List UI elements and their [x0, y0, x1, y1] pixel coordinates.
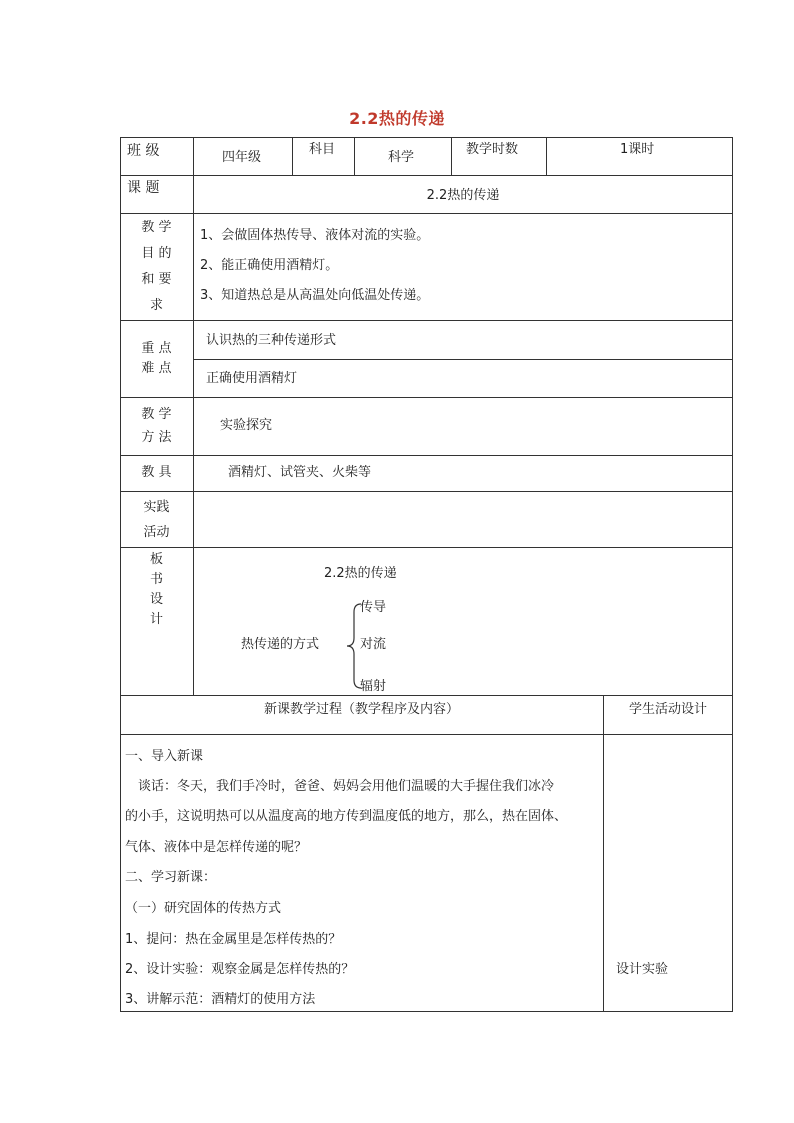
hours-value: 1课时	[620, 142, 655, 157]
key-point: 认识热的三种传递形式	[206, 333, 337, 348]
keypoints-label: 重 点 难 点	[141, 341, 172, 376]
practice-label: 实践 活动	[143, 500, 170, 540]
process-line: （一）研究固体的传热方式	[125, 901, 282, 916]
process-line: 一、导入新课	[125, 749, 204, 764]
goal-item: 3、知道热总是从高温处向低温处传递。	[200, 288, 430, 303]
process-line: 2、设计实验：观察金属是怎样传热的？	[125, 962, 355, 977]
process-line: 谈话：冬天，我们手冷时，爸爸、妈妈会用他们温暖的大手握住我们冰冷	[125, 779, 555, 794]
class-value: 四年级	[222, 150, 262, 165]
goal-item: 2、能正确使用酒精灯。	[200, 258, 339, 273]
difficult-point: 正确使用酒精灯	[206, 371, 298, 386]
tools-value: 酒精灯、试管夹、火柴等	[228, 465, 372, 480]
method-label: 教 学 方 法	[141, 407, 172, 445]
board-left: 热传递的方式	[241, 637, 320, 652]
board-label: 板 书 设 计	[149, 552, 163, 627]
subject-value: 科学	[388, 150, 415, 165]
subject-label: 科目	[309, 142, 336, 157]
process-line: 的小手，这说明热可以从温度高的地方传到温度低的地方，那么，热在固体、	[125, 809, 568, 824]
activity-header: 学生活动设计	[628, 702, 707, 717]
class-label: 班 级	[127, 143, 160, 159]
board-heading: 2.2热的传递	[324, 566, 397, 581]
board-branch: 传导	[360, 600, 387, 615]
topic-value: 2.2热的传递	[426, 188, 500, 203]
process-line: 气体、液体中是怎样传递的呢？	[125, 840, 308, 855]
method-value: 实验探究	[220, 418, 273, 433]
page-title: 2.2热的传递	[349, 109, 445, 128]
tools-label: 教 具	[141, 465, 172, 480]
process-line: 3、讲解示范：酒精灯的使用方法	[125, 992, 316, 1007]
process-line: 二、学习新课：	[125, 870, 217, 885]
process-line: 1、提问：热在金属里是怎样传热的？	[125, 932, 342, 947]
board-branch: 对流	[360, 637, 387, 652]
goals-label: 教 学 目 的 和 要 求	[141, 220, 172, 313]
goal-item: 1、会做固体热传导、液体对流的实验。	[200, 228, 430, 243]
board-branch: 辐射	[360, 679, 387, 694]
hours-label: 教学时数	[466, 142, 519, 157]
student-activity: 设计实验	[616, 962, 669, 977]
process-header: 新课教学过程（教学程序及内容）	[263, 702, 459, 717]
topic-label: 课 题	[127, 180, 160, 196]
